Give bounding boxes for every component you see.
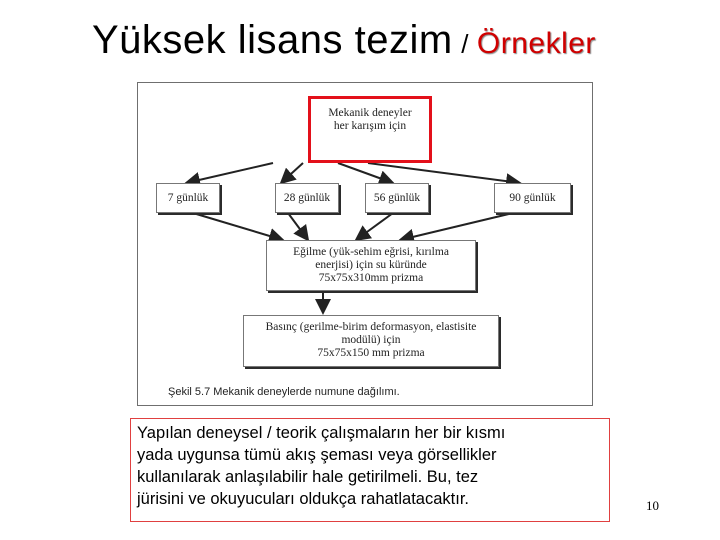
note-line: jürisini ve okuyucuları oldukça rahatlatacaktır.: [137, 490, 469, 508]
box-compression-test: Basınç (gerilme-birim deformasyon, elastisite modülü) için 75x75x150 mm prizma: [243, 315, 499, 367]
box-period-7: 7 günlük: [156, 183, 220, 213]
arrow-top-to-7: [186, 163, 273, 183]
flowchart-figure: [137, 82, 593, 406]
arrow-top-to-90: [368, 163, 520, 183]
title-accent: Örnekler: [476, 27, 596, 60]
arrow-56-to-bending: [356, 213, 393, 240]
box-period-28: 28 günlük: [275, 183, 339, 213]
note-line: Yapılan deneysel / teorik çalışmaların her bir kısmı: [137, 424, 506, 442]
note-line: kullanılarak anlaşılabilir hale getirilmeli. Bu, tez: [137, 468, 479, 486]
title-main: Yüksek lisans tezim: [92, 18, 453, 62]
box-period-90: 90 günlük: [494, 183, 571, 213]
page-number: 10: [646, 498, 659, 513]
box-bending-test: Eğilme (yük-sehim eğrisi, kırılma enerjisi) için su küründe 75x75x310mm prizma: [266, 240, 476, 291]
arrow-7-to-bending: [193, 213, 283, 240]
box-period-56: 56 günlük: [365, 183, 429, 213]
note-box: [130, 418, 610, 522]
title-separator: /: [461, 29, 469, 59]
box-mechanical-tests: Mekanik deneyler her karışım için: [308, 96, 432, 163]
figure-caption: Şekil 5.7 Mekanik deneylerde numune dağılımı.: [168, 386, 400, 398]
arrow-top-to-28: [281, 163, 303, 183]
slide-title: [92, 18, 596, 63]
arrow-90-to-bending: [400, 213, 513, 240]
note-line: yada uygunsa tümü akış şeması veya görsellikler: [137, 446, 497, 464]
arrow-28-to-bending: [288, 213, 308, 240]
